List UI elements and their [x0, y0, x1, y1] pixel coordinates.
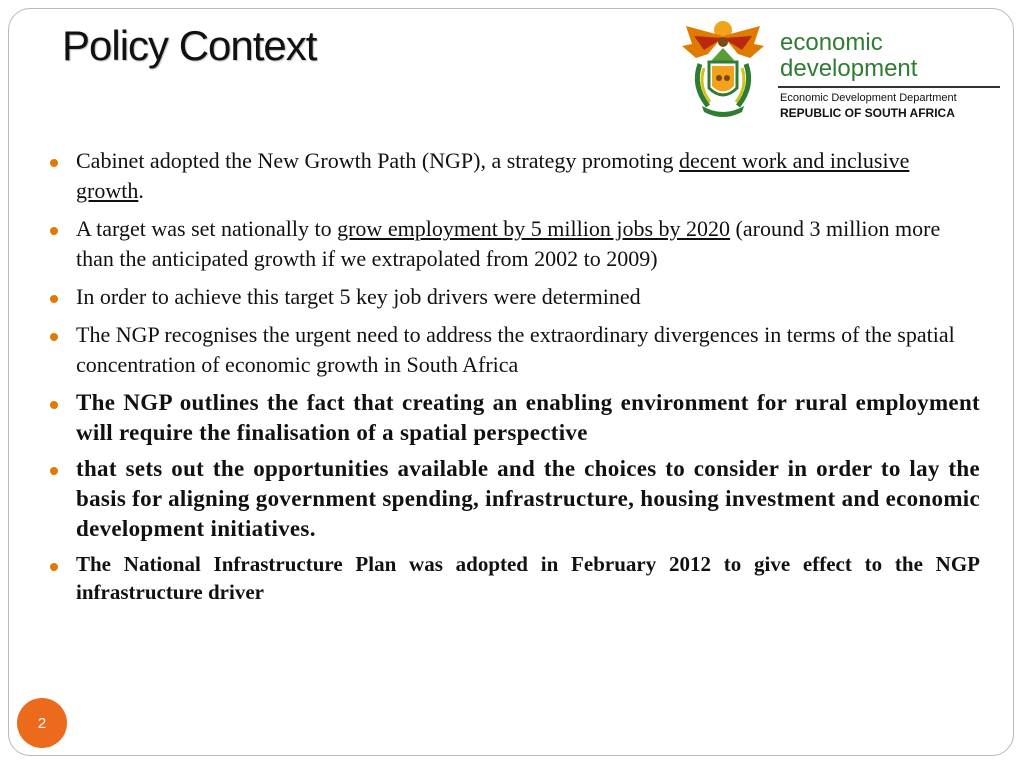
bullet-text: In order to achieve this target 5 key job drivers were determined	[76, 284, 641, 309]
bullet-text: The National Infrastructure Plan was adopted in February 2012 to give effect to the NGP infrastructure driver	[76, 552, 980, 604]
bullet-underlined-text: decent work and inclusive growth	[76, 148, 910, 203]
bullet-item	[44, 214, 980, 274]
bullet-dot-icon	[50, 159, 58, 167]
bullet-text: (around 3 million more than the anticipated growth if we extrapolated from 2002 to 2009)	[76, 216, 941, 271]
logo-department-name: Economic Development Department	[780, 92, 957, 104]
bullet-item	[44, 282, 980, 312]
slide-title: Policy Context	[62, 22, 317, 69]
bullet-dot-icon	[50, 467, 58, 475]
bullet-item	[44, 388, 980, 448]
bullet-dot-icon	[50, 401, 58, 409]
bullet-list	[44, 146, 980, 614]
department-logo	[678, 14, 1004, 122]
bullet-text: that sets out the opportunities available and the choices to consider in order to lay the basis for aligning government spending, infrastructure, housing investment and economic development initiatives.	[76, 456, 980, 541]
bullet-item	[44, 320, 980, 380]
page-number-badge: 2	[17, 698, 67, 748]
bullet-dot-icon	[50, 563, 58, 571]
bullet-dot-icon	[50, 333, 58, 341]
bullet-item	[44, 146, 980, 206]
south-africa-coat-of-arms-icon	[678, 14, 768, 120]
logo-divider	[778, 86, 1000, 88]
bullet-text: A target was set nationally to	[76, 216, 338, 241]
bullet-item	[44, 454, 980, 544]
bullet-item	[44, 550, 980, 606]
bullet-text: Cabinet adopted the New Growth Path (NGP), a strategy promoting	[76, 148, 680, 173]
bullet-underlined-text: grow employment by 5 million jobs by 2020	[337, 216, 731, 241]
bullet-dot-icon	[50, 295, 58, 303]
bullet-text: The NGP outlines the fact that creating an enabling environment for rural employment will require the finalisation of a spatial perspective	[76, 390, 980, 445]
bullet-text: .	[138, 178, 144, 203]
logo-country-name: REPUBLIC OF SOUTH AFRICA	[780, 106, 955, 120]
logo-brand-line1: economic	[780, 29, 883, 56]
bullet-text: The NGP recognises the urgent need to address the extraordinary divergences in terms of the spatial concentration of economic growth in South Africa	[76, 322, 955, 377]
bullet-dot-icon	[50, 227, 58, 235]
logo-brand-line2: development	[780, 55, 918, 82]
